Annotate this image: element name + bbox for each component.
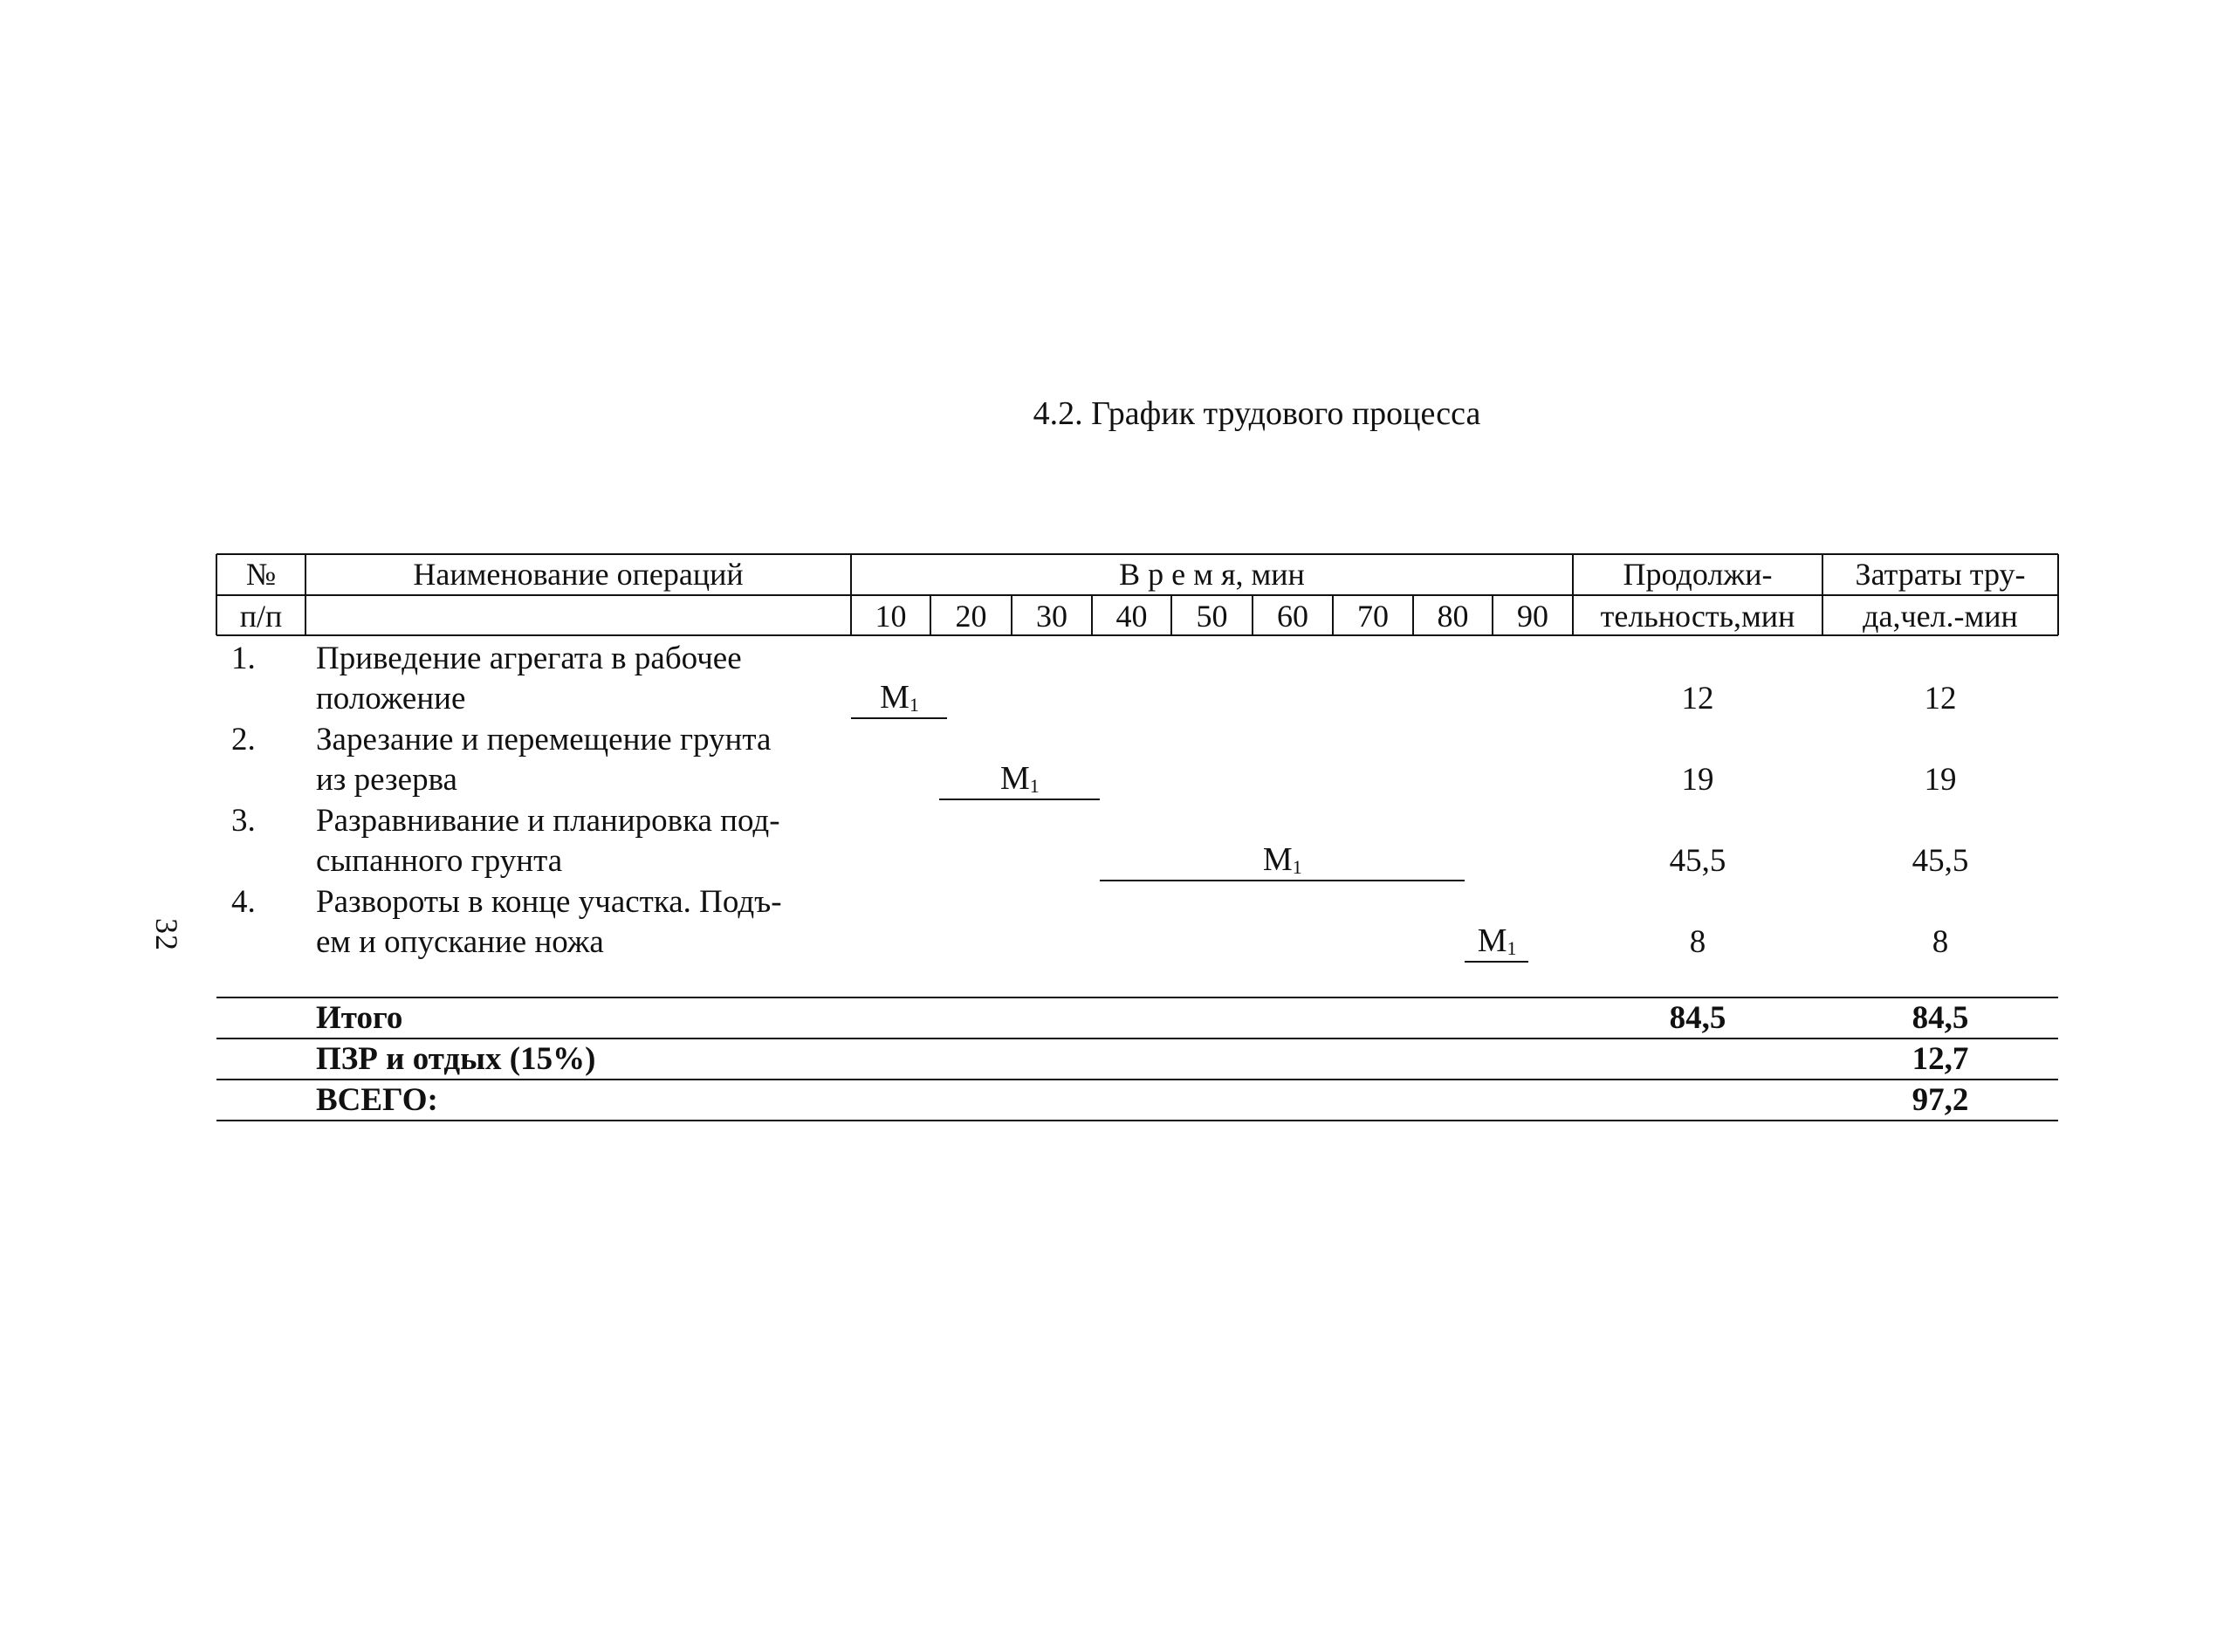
tick-label: 80 bbox=[1437, 599, 1469, 634]
header-labor-line2: да,чел.-мин bbox=[1863, 599, 2018, 634]
operation-name: ем и опускание ножа bbox=[316, 924, 604, 960]
header-num-label: № bbox=[245, 557, 277, 592]
prep-rest-label: ПЗР и отдых (15%) bbox=[316, 1041, 596, 1077]
grand-total-label: ВСЕГО: bbox=[316, 1082, 438, 1118]
machine-label: $М_1$ bbox=[880, 679, 919, 716]
row-number: 4. bbox=[231, 884, 256, 920]
grand-total-labor: 97,2 bbox=[1912, 1082, 1969, 1118]
gantt-bar bbox=[1465, 961, 1529, 963]
labor-value: 45,5 bbox=[1912, 843, 1969, 879]
page-title: 4.2. График трудового процесса bbox=[1033, 395, 1481, 432]
operation-name: Зарезание и перемещение грунта bbox=[316, 722, 772, 757]
duration-value: 45,5 bbox=[1669, 843, 1726, 879]
row-number: 2. bbox=[231, 722, 256, 757]
duration-value: 12 bbox=[1681, 681, 1714, 716]
operation-name: сыпанного грунта bbox=[316, 843, 563, 879]
row-number: 3. bbox=[231, 803, 256, 839]
prep-rest-labor: 12,7 bbox=[1912, 1041, 1969, 1077]
gantt-bar bbox=[1100, 880, 1465, 881]
total-labor: 84,5 bbox=[1912, 1000, 1969, 1036]
labor-value: 12 bbox=[1924, 681, 1957, 716]
operation-name: из резерва bbox=[316, 762, 457, 798]
row-number: 1. bbox=[231, 641, 256, 676]
gantt-bar bbox=[939, 799, 1100, 800]
operation-name: Развороты в конце участка. Подъ- bbox=[316, 884, 782, 920]
header-duration-line1: Продолжи- bbox=[1623, 557, 1773, 592]
machine-label: $М_1$ bbox=[999, 760, 1040, 797]
machine-label: $М_1$ bbox=[1477, 922, 1517, 959]
operation-name: Разравнивание и планировка под- bbox=[316, 803, 780, 839]
duration-value: 8 bbox=[1689, 924, 1706, 960]
tick-label: 40 bbox=[1115, 599, 1148, 634]
total-duration: 84,5 bbox=[1669, 1000, 1726, 1036]
gantt-bar bbox=[851, 717, 947, 719]
header-time: В р е м я, мин bbox=[1119, 557, 1305, 592]
tick-label: 90 bbox=[1517, 599, 1548, 634]
machine-label: $М_1$ bbox=[1262, 841, 1302, 878]
tick-label: 10 bbox=[875, 599, 907, 634]
tick-label: 20 bbox=[955, 599, 987, 634]
tick-label: 30 bbox=[1036, 599, 1067, 634]
header-operations: Наименование операций bbox=[413, 557, 744, 592]
header-num-sublabel: п/п bbox=[239, 599, 283, 634]
total-label: Итого bbox=[316, 1000, 403, 1036]
operation-name: положение bbox=[316, 681, 466, 716]
tick-label: 60 bbox=[1277, 599, 1308, 634]
header-duration-line2: тельность,мин bbox=[1600, 599, 1795, 634]
operation-name: Приведение агрегата в рабочее bbox=[316, 641, 742, 676]
tick-label: 70 bbox=[1357, 599, 1389, 634]
duration-value: 19 bbox=[1681, 762, 1714, 798]
labor-value: 19 bbox=[1924, 762, 1957, 798]
labor-value: 8 bbox=[1932, 924, 1949, 960]
header-labor-line1: Затраты тру- bbox=[1855, 557, 2026, 592]
tick-label: 50 bbox=[1196, 599, 1228, 634]
page-number: 32 bbox=[149, 918, 184, 951]
